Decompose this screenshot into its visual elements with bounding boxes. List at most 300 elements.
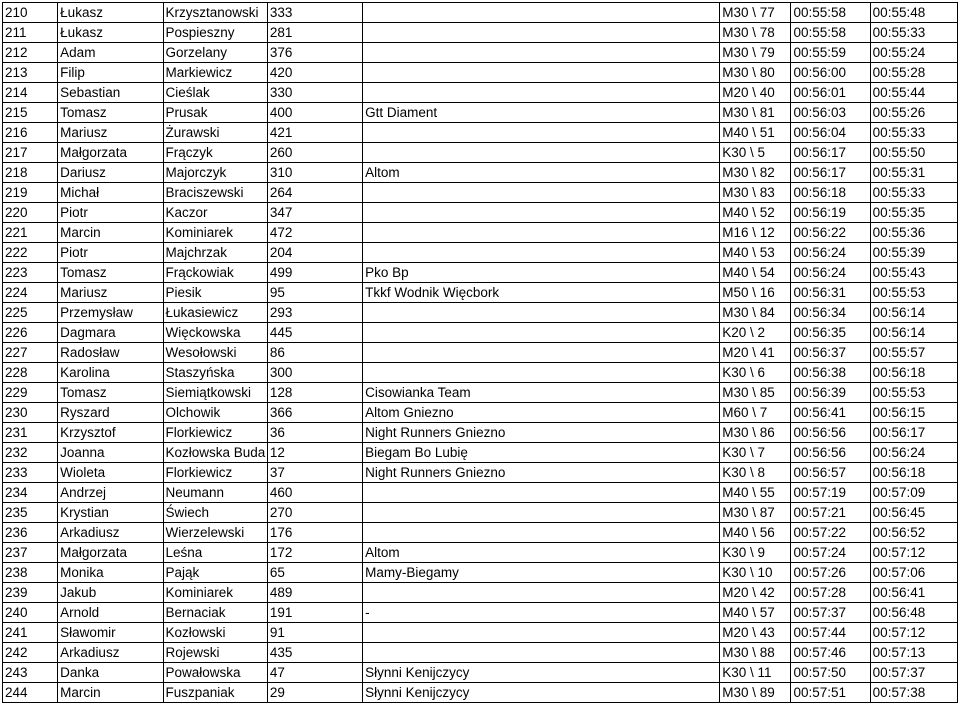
net-time-cell: 00:57:37 [870,663,957,683]
club-cell [363,303,720,323]
bib-number-cell: 47 [267,663,362,683]
last-name-cell: Gorzelany [163,43,267,63]
bib-number-cell: 37 [267,463,362,483]
last-name-cell: Olchowik [163,403,267,423]
last-name-cell: Kozłowska Buda [163,443,267,463]
first-name-cell: Karolina [58,363,163,383]
first-name-cell: Filip [58,63,163,83]
gross-time-cell: 00:56:17 [791,143,870,163]
first-name-cell: Tomasz [58,263,163,283]
bib-number-cell: 91 [267,623,362,643]
place-cell: 228 [3,363,58,383]
gross-time-cell: 00:57:46 [791,643,870,663]
club-cell [363,583,720,603]
gross-time-cell: 00:57:44 [791,623,870,643]
first-name-cell: Małgorzata [58,143,163,163]
table-row [3,463,958,483]
bib-number-cell: 300 [267,363,362,383]
bib-number-cell: 12 [267,443,362,463]
bib-number-cell: 347 [267,203,362,223]
place-cell: 233 [3,463,58,483]
table-row [3,583,958,603]
table-row [3,183,958,203]
club-cell [363,483,720,503]
last-name-cell: Rojewski [163,643,267,663]
first-name-cell: Jakub [58,583,163,603]
table-row [3,623,958,643]
first-name-cell: Arkadiusz [58,523,163,543]
club-cell [363,43,720,63]
category-cell: K30 \ 5 [720,143,791,163]
club-cell: Altom Gniezno [363,403,720,423]
results-table-body [3,3,958,703]
category-cell: M30 \ 81 [720,103,791,123]
gross-time-cell: 00:56:24 [791,263,870,283]
category-cell: M60 \ 7 [720,403,791,423]
place-cell: 221 [3,223,58,243]
net-time-cell: 00:56:14 [870,323,957,343]
last-name-cell: Fuszpaniak [163,683,267,703]
category-cell: M40 \ 53 [720,243,791,263]
category-cell: M30 \ 80 [720,63,791,83]
club-cell [363,203,720,223]
last-name-cell: Kominiarek [163,223,267,243]
table-row [3,363,958,383]
first-name-cell: Radosław [58,343,163,363]
bib-number-cell: 445 [267,323,362,343]
net-time-cell: 00:56:18 [870,463,957,483]
bib-number-cell: 310 [267,163,362,183]
gross-time-cell: 00:57:19 [791,483,870,503]
club-cell: Biegam Bo Lubię [363,443,720,463]
gross-time-cell: 00:57:51 [791,683,870,703]
club-cell [363,83,720,103]
place-cell: 243 [3,663,58,683]
last-name-cell: Cieślak [163,83,267,103]
first-name-cell: Piotr [58,243,163,263]
gross-time-cell: 00:57:24 [791,543,870,563]
club-cell [363,63,720,83]
net-time-cell: 00:55:35 [870,203,957,223]
gross-time-cell: 00:56:04 [791,123,870,143]
club-cell [363,243,720,263]
net-time-cell: 00:55:50 [870,143,957,163]
table-row [3,683,958,703]
first-name-cell: Dagmara [58,323,163,343]
net-time-cell: 00:57:09 [870,483,957,503]
gross-time-cell: 00:55:59 [791,43,870,63]
last-name-cell: Pająk [163,563,267,583]
place-cell: 242 [3,643,58,663]
table-row [3,403,958,423]
club-cell [363,643,720,663]
category-cell: M30 \ 86 [720,423,791,443]
place-cell: 244 [3,683,58,703]
first-name-cell: Małgorzata [58,543,163,563]
bib-number-cell: 376 [267,43,362,63]
table-row [3,343,958,363]
bib-number-cell: 293 [267,303,362,323]
gross-time-cell: 00:57:50 [791,663,870,683]
place-cell: 224 [3,283,58,303]
category-cell: M30 \ 85 [720,383,791,403]
last-name-cell: Florkiewicz [163,463,267,483]
category-cell: K30 \ 9 [720,543,791,563]
gross-time-cell: 00:57:21 [791,503,870,523]
category-cell: M30 \ 87 [720,503,791,523]
last-name-cell: Bernaciak [163,603,267,623]
place-cell: 215 [3,103,58,123]
bib-number-cell: 366 [267,403,362,423]
category-cell: M16 \ 12 [720,223,791,243]
club-cell [363,123,720,143]
bib-number-cell: 36 [267,423,362,443]
last-name-cell: Florkiewicz [163,423,267,443]
net-time-cell: 00:55:48 [870,3,957,23]
place-cell: 210 [3,3,58,23]
category-cell: M20 \ 40 [720,83,791,103]
club-cell: Gtt Diament [363,103,720,123]
place-cell: 220 [3,203,58,223]
place-cell: 223 [3,263,58,283]
first-name-cell: Dariusz [58,163,163,183]
first-name-cell: Piotr [58,203,163,223]
table-row [3,163,958,183]
first-name-cell: Arkadiusz [58,643,163,663]
table-row [3,323,958,343]
place-cell: 226 [3,323,58,343]
first-name-cell: Mariusz [58,283,163,303]
place-cell: 217 [3,143,58,163]
club-cell: Altom [363,163,720,183]
category-cell: K30 \ 11 [720,663,791,683]
bib-number-cell: 176 [267,523,362,543]
table-row [3,303,958,323]
first-name-cell: Łukasz [58,3,163,23]
gross-time-cell: 00:56:39 [791,383,870,403]
gross-time-cell: 00:56:19 [791,203,870,223]
bib-number-cell: 460 [267,483,362,503]
table-row [3,243,958,263]
net-time-cell: 00:57:06 [870,563,957,583]
table-row [3,263,958,283]
table-row [3,83,958,103]
bib-number-cell: 435 [267,643,362,663]
table-row [3,143,958,163]
table-row [3,543,958,563]
category-cell: M20 \ 41 [720,343,791,363]
first-name-cell: Łukasz [58,23,163,43]
last-name-cell: Kozłowski [163,623,267,643]
category-cell: M40 \ 56 [720,523,791,543]
category-cell: M30 \ 77 [720,3,791,23]
net-time-cell: 00:56:17 [870,423,957,443]
table-row [3,523,958,543]
net-time-cell: 00:55:26 [870,103,957,123]
first-name-cell: Danka [58,663,163,683]
net-time-cell: 00:56:14 [870,303,957,323]
place-cell: 227 [3,343,58,363]
gross-time-cell: 00:55:58 [791,23,870,43]
gross-time-cell: 00:56:03 [791,103,870,123]
first-name-cell: Wioleta [58,463,163,483]
place-cell: 235 [3,503,58,523]
place-cell: 212 [3,43,58,63]
gross-time-cell: 00:56:22 [791,223,870,243]
last-name-cell: Więckowska [163,323,267,343]
first-name-cell: Krystian [58,503,163,523]
last-name-cell: Piesik [163,283,267,303]
category-cell: M30 \ 82 [720,163,791,183]
last-name-cell: Staszyńska [163,363,267,383]
bib-number-cell: 472 [267,223,362,243]
table-row [3,643,958,663]
first-name-cell: Przemysław [58,303,163,323]
place-cell: 211 [3,23,58,43]
place-cell: 229 [3,383,58,403]
bib-number-cell: 204 [267,243,362,263]
category-cell: M40 \ 52 [720,203,791,223]
category-cell: M30 \ 83 [720,183,791,203]
first-name-cell: Sławomir [58,623,163,643]
table-row [3,603,958,623]
club-cell [363,503,720,523]
club-cell: - [363,603,720,623]
table-row [3,383,958,403]
net-time-cell: 00:55:24 [870,43,957,63]
category-cell: M20 \ 43 [720,623,791,643]
net-time-cell: 00:55:36 [870,223,957,243]
last-name-cell: Neumann [163,483,267,503]
net-time-cell: 00:56:24 [870,443,957,463]
club-cell: Mamy-Biegamy [363,563,720,583]
category-cell: K30 \ 10 [720,563,791,583]
gross-time-cell: 00:56:56 [791,443,870,463]
category-cell: M30 \ 84 [720,303,791,323]
category-cell: M40 \ 55 [720,483,791,503]
net-time-cell: 00:56:41 [870,583,957,603]
club-cell [363,3,720,23]
place-cell: 222 [3,243,58,263]
bib-number-cell: 420 [267,63,362,83]
category-cell: K20 \ 2 [720,323,791,343]
table-row [3,663,958,683]
category-cell: M30 \ 88 [720,643,791,663]
net-time-cell: 00:57:12 [870,623,957,643]
place-cell: 219 [3,183,58,203]
gross-time-cell: 00:56:41 [791,403,870,423]
place-cell: 216 [3,123,58,143]
bib-number-cell: 191 [267,603,362,623]
net-time-cell: 00:57:38 [870,683,957,703]
table-row [3,483,958,503]
bib-number-cell: 65 [267,563,362,583]
place-cell: 214 [3,83,58,103]
last-name-cell: Żurawski [163,123,267,143]
first-name-cell: Marcin [58,223,163,243]
club-cell [363,223,720,243]
last-name-cell: Wierzelewski [163,523,267,543]
gross-time-cell: 00:56:01 [791,83,870,103]
net-time-cell: 00:57:12 [870,543,957,563]
place-cell: 231 [3,423,58,443]
category-cell: M20 \ 42 [720,583,791,603]
club-cell [363,143,720,163]
category-cell: K30 \ 6 [720,363,791,383]
place-cell: 225 [3,303,58,323]
first-name-cell: Adam [58,43,163,63]
last-name-cell: Leśna [163,543,267,563]
club-cell: Słynni Kenijczycy [363,663,720,683]
place-cell: 218 [3,163,58,183]
gross-time-cell: 00:56:24 [791,243,870,263]
club-cell: Słynni Kenijczycy [363,683,720,703]
last-name-cell: Kaczor [163,203,267,223]
club-cell [363,343,720,363]
table-row [3,63,958,83]
net-time-cell: 00:56:48 [870,603,957,623]
place-cell: 230 [3,403,58,423]
last-name-cell: Markiewicz [163,63,267,83]
first-name-cell: Joanna [58,443,163,463]
club-cell [363,23,720,43]
bib-number-cell: 29 [267,683,362,703]
table-row [3,43,958,63]
first-name-cell: Tomasz [58,103,163,123]
place-cell: 239 [3,583,58,603]
gross-time-cell: 00:56:18 [791,183,870,203]
club-cell: Cisowianka Team [363,383,720,403]
place-cell: 236 [3,523,58,543]
table-row [3,443,958,463]
gross-time-cell: 00:56:35 [791,323,870,343]
bib-number-cell: 172 [267,543,362,563]
bib-number-cell: 128 [267,383,362,403]
net-time-cell: 00:55:57 [870,343,957,363]
gross-time-cell: 00:56:00 [791,63,870,83]
table-row [3,123,958,143]
place-cell: 240 [3,603,58,623]
category-cell: M40 \ 51 [720,123,791,143]
first-name-cell: Michał [58,183,163,203]
place-cell: 232 [3,443,58,463]
club-cell: Night Runners Gniezno [363,423,720,443]
first-name-cell: Mariusz [58,123,163,143]
last-name-cell: Powałowska [163,663,267,683]
first-name-cell: Krzysztof [58,423,163,443]
gross-time-cell: 00:57:22 [791,523,870,543]
gross-time-cell: 00:56:37 [791,343,870,363]
last-name-cell: Pospieszny [163,23,267,43]
first-name-cell: Tomasz [58,383,163,403]
last-name-cell: Świech [163,503,267,523]
first-name-cell: Monika [58,563,163,583]
gross-time-cell: 00:57:26 [791,563,870,583]
last-name-cell: Krzysztanowski [163,3,267,23]
place-cell: 241 [3,623,58,643]
net-time-cell: 00:55:53 [870,283,957,303]
net-time-cell: 00:56:15 [870,403,957,423]
table-row [3,103,958,123]
category-cell: K30 \ 8 [720,463,791,483]
last-name-cell: Prusak [163,103,267,123]
category-cell: M30 \ 89 [720,683,791,703]
gross-time-cell: 00:56:56 [791,423,870,443]
last-name-cell: Kominiarek [163,583,267,603]
first-name-cell: Marcin [58,683,163,703]
last-name-cell: Frączyk [163,143,267,163]
bib-number-cell: 95 [267,283,362,303]
last-name-cell: Majchrzak [163,243,267,263]
net-time-cell: 00:56:18 [870,363,957,383]
bib-number-cell: 489 [267,583,362,603]
bib-number-cell: 86 [267,343,362,363]
gross-time-cell: 00:56:38 [791,363,870,383]
bib-number-cell: 333 [267,3,362,23]
table-row [3,203,958,223]
place-cell: 237 [3,543,58,563]
last-name-cell: Braciszewski [163,183,267,203]
club-cell [363,623,720,643]
first-name-cell: Arnold [58,603,163,623]
table-row [3,223,958,243]
gross-time-cell: 00:56:31 [791,283,870,303]
gross-time-cell: 00:57:37 [791,603,870,623]
club-cell: Pko Bp [363,263,720,283]
club-cell: Night Runners Gniezno [363,463,720,483]
bib-number-cell: 281 [267,23,362,43]
table-row [3,423,958,443]
table-row [3,23,958,43]
bib-number-cell: 260 [267,143,362,163]
last-name-cell: Siemiątkowski [163,383,267,403]
net-time-cell: 00:56:52 [870,523,957,543]
category-cell: M30 \ 78 [720,23,791,43]
category-cell: M30 \ 79 [720,43,791,63]
table-row [3,503,958,523]
category-cell: K30 \ 7 [720,443,791,463]
net-time-cell: 00:55:44 [870,83,957,103]
last-name-cell: Łukasiewicz [163,303,267,323]
club-cell [363,363,720,383]
first-name-cell: Andrzej [58,483,163,503]
last-name-cell: Majorczyk [163,163,267,183]
table-row [3,563,958,583]
net-time-cell: 00:57:13 [870,643,957,663]
net-time-cell: 00:55:31 [870,163,957,183]
gross-time-cell: 00:56:57 [791,463,870,483]
gross-time-cell: 00:56:17 [791,163,870,183]
place-cell: 213 [3,63,58,83]
club-cell [363,183,720,203]
net-time-cell: 00:55:33 [870,23,957,43]
table-row [3,3,958,23]
results-table [2,2,958,703]
bib-number-cell: 264 [267,183,362,203]
club-cell [363,323,720,343]
bib-number-cell: 421 [267,123,362,143]
category-cell: M50 \ 16 [720,283,791,303]
last-name-cell: Wesołowski [163,343,267,363]
club-cell: Altom [363,543,720,563]
net-time-cell: 00:55:28 [870,63,957,83]
net-time-cell: 00:55:53 [870,383,957,403]
net-time-cell: 00:55:39 [870,243,957,263]
net-time-cell: 00:55:43 [870,263,957,283]
first-name-cell: Ryszard [58,403,163,423]
category-cell: M40 \ 54 [720,263,791,283]
net-time-cell: 00:55:33 [870,183,957,203]
